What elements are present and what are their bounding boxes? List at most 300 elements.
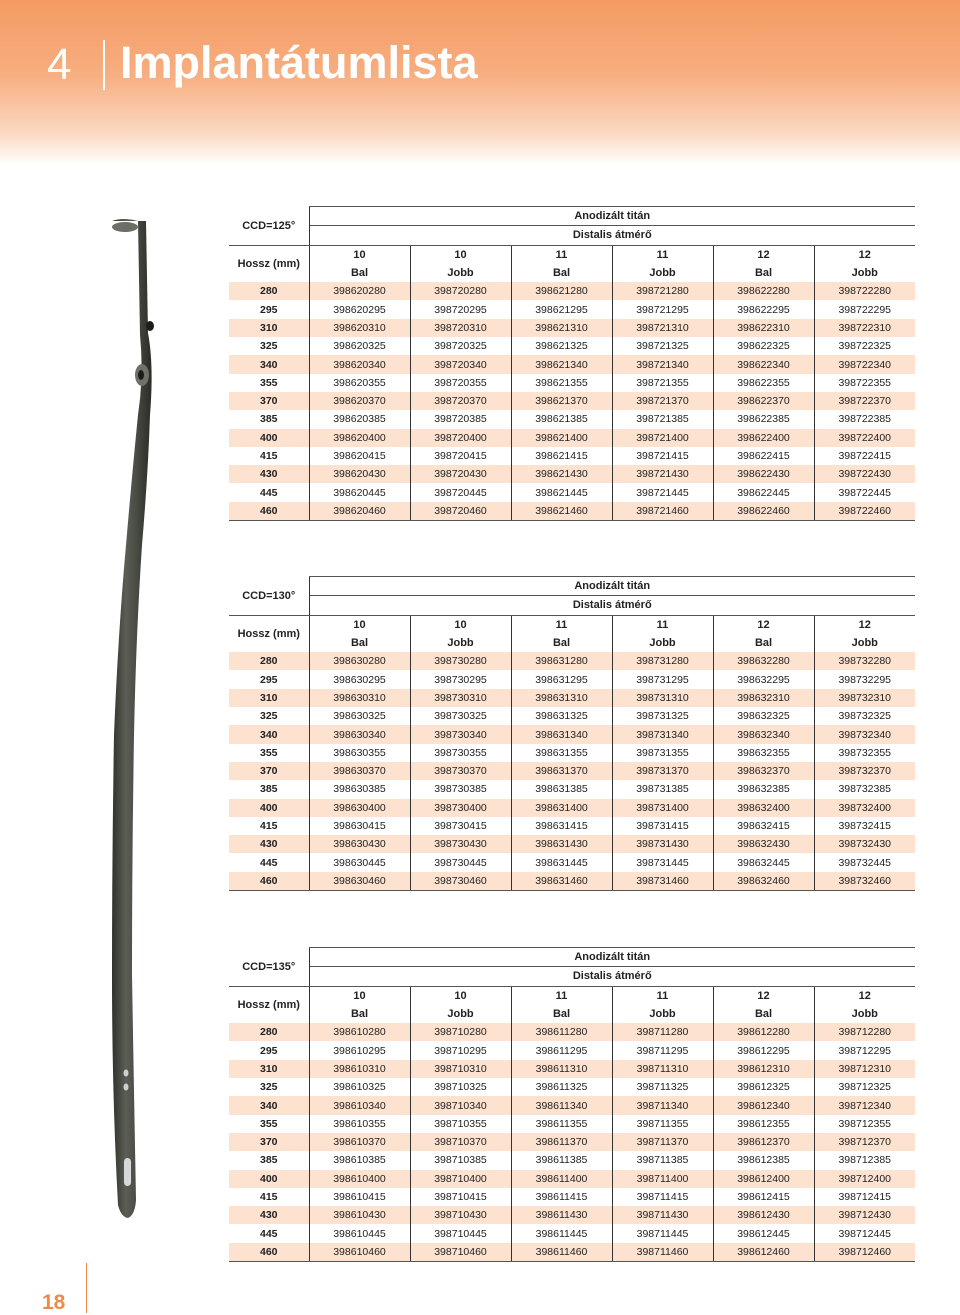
catalog-number: 398712430 bbox=[814, 1206, 915, 1224]
catalog-number: 398712370 bbox=[814, 1133, 915, 1151]
catalog-number: 398610370 bbox=[309, 1133, 410, 1151]
table-row bbox=[229, 652, 915, 670]
catalog-number: 398732460 bbox=[814, 872, 915, 891]
catalog-number: 398721370 bbox=[612, 392, 713, 410]
catalog-number: 398722280 bbox=[814, 282, 915, 300]
catalog-number: 398610310 bbox=[309, 1060, 410, 1078]
length-value: 400 bbox=[229, 1170, 309, 1188]
table-row bbox=[229, 853, 915, 871]
catalog-number: 398720400 bbox=[410, 429, 511, 447]
catalog-number: 398611310 bbox=[511, 1060, 612, 1078]
diameter-value: 11 bbox=[612, 986, 713, 1005]
catalog-number: 398622430 bbox=[713, 465, 814, 483]
catalog-number: 398630445 bbox=[309, 853, 410, 871]
table-row bbox=[229, 483, 915, 501]
catalog-number: 398721415 bbox=[612, 447, 713, 465]
length-value: 280 bbox=[229, 652, 309, 670]
side-label: Jobb bbox=[814, 1005, 915, 1023]
side-label: Jobb bbox=[612, 264, 713, 282]
length-value: 355 bbox=[259, 1117, 278, 1130]
catalog-number: 398731325 bbox=[612, 707, 713, 725]
catalog-number: 398711415 bbox=[612, 1188, 713, 1206]
table-row bbox=[229, 282, 915, 300]
catalog-number: 398622340 bbox=[713, 355, 814, 373]
diameter-value: 12 bbox=[814, 245, 915, 264]
length-value: 295 bbox=[259, 303, 278, 316]
side-label: Bal bbox=[511, 634, 612, 652]
side-label: Bal bbox=[713, 264, 814, 282]
catalog-number: 398730310 bbox=[410, 689, 511, 707]
catalog-number: 398711385 bbox=[612, 1151, 713, 1169]
catalog-number: 398621295 bbox=[511, 300, 612, 318]
catalog-number: 398720355 bbox=[410, 374, 511, 392]
catalog-number: 398621430 bbox=[511, 465, 612, 483]
length-value: 340 bbox=[229, 725, 309, 743]
catalog-number: 398620370 bbox=[309, 392, 410, 410]
table-row bbox=[229, 1115, 915, 1133]
catalog-number: 398631370 bbox=[511, 762, 612, 780]
catalog-number: 398622355 bbox=[713, 374, 814, 392]
catalog-number: 398710310 bbox=[410, 1060, 511, 1078]
catalog-number: 398722460 bbox=[814, 502, 915, 521]
length-value: 460 bbox=[229, 872, 309, 891]
catalog-number: 398612310 bbox=[713, 1060, 814, 1078]
side-label: Jobb bbox=[814, 634, 915, 652]
catalog-number: 398611385 bbox=[511, 1151, 612, 1169]
catalog-number: 398710445 bbox=[410, 1224, 511, 1242]
material-header: Anodizált titán bbox=[309, 577, 915, 596]
length-value: 430 bbox=[229, 465, 309, 483]
catalog-number: 398611400 bbox=[511, 1170, 612, 1188]
table-row bbox=[229, 447, 915, 465]
catalog-number: 398621370 bbox=[511, 392, 612, 410]
catalog-number: 398720445 bbox=[410, 483, 511, 501]
ccd-label: CCD=130° bbox=[229, 577, 309, 616]
catalog-number: 398710355 bbox=[410, 1115, 511, 1133]
table-row bbox=[229, 817, 915, 835]
length-value: 385 bbox=[259, 413, 278, 426]
length-header: Hossz (mm) bbox=[237, 627, 300, 640]
catalog-number: 398630325 bbox=[309, 707, 410, 725]
length-value: 355 bbox=[259, 746, 278, 759]
catalog-number: 398631280 bbox=[511, 652, 612, 670]
page-number: 18 bbox=[42, 1291, 66, 1314]
catalog-number: 398631355 bbox=[511, 744, 612, 762]
catalog-number: 398731430 bbox=[612, 835, 713, 853]
catalog-number: 398730325 bbox=[410, 707, 511, 725]
catalog-number: 398720460 bbox=[410, 502, 511, 521]
catalog-number: 398630400 bbox=[309, 799, 410, 817]
catalog-number: 398721385 bbox=[612, 410, 713, 428]
catalog-number: 398731460 bbox=[612, 872, 713, 891]
catalog-number: 398630370 bbox=[309, 762, 410, 780]
catalog-number: 398631400 bbox=[511, 799, 612, 817]
length-value: 310 bbox=[229, 1060, 309, 1078]
catalog-number: 398630355 bbox=[309, 744, 410, 762]
catalog-number: 398622400 bbox=[713, 429, 814, 447]
catalog-number: 398720325 bbox=[410, 337, 511, 355]
table-row bbox=[229, 374, 915, 392]
catalog-number: 398621400 bbox=[511, 429, 612, 447]
catalog-number: 398620295 bbox=[309, 300, 410, 318]
catalog-number: 398620460 bbox=[309, 502, 410, 521]
header-banner bbox=[0, 0, 960, 165]
catalog-number: 398720340 bbox=[410, 355, 511, 373]
catalog-number: 398632370 bbox=[713, 762, 814, 780]
catalog-number: 398610400 bbox=[309, 1170, 410, 1188]
catalog-number: 398732340 bbox=[814, 725, 915, 743]
catalog-number: 398620430 bbox=[309, 465, 410, 483]
length-value: 370 bbox=[229, 392, 309, 410]
catalog-number: 398711445 bbox=[612, 1224, 713, 1242]
length-value: 295 bbox=[259, 673, 278, 686]
length-value: 325 bbox=[259, 340, 278, 353]
catalog-number: 398632400 bbox=[713, 799, 814, 817]
catalog-number: 398630385 bbox=[309, 780, 410, 798]
table-row bbox=[229, 1096, 915, 1114]
catalog-number: 398722430 bbox=[814, 465, 915, 483]
diameter-value: 10 bbox=[309, 615, 410, 634]
catalog-number: 398630430 bbox=[309, 835, 410, 853]
diameter-value: 10 bbox=[309, 986, 410, 1005]
length-value: 280 bbox=[229, 282, 309, 300]
catalog-number: 398710280 bbox=[410, 1023, 511, 1041]
catalog-number: 398710385 bbox=[410, 1151, 511, 1169]
catalog-number: 398731445 bbox=[612, 853, 713, 871]
side-label: Jobb bbox=[612, 634, 713, 652]
catalog-number: 398620415 bbox=[309, 447, 410, 465]
catalog-number: 398620385 bbox=[309, 410, 410, 428]
catalog-number: 398731340 bbox=[612, 725, 713, 743]
catalog-number: 398612445 bbox=[713, 1224, 814, 1242]
catalog-number: 398710370 bbox=[410, 1133, 511, 1151]
catalog-number: 398721430 bbox=[612, 465, 713, 483]
side-label: Bal bbox=[713, 634, 814, 652]
catalog-number: 398721400 bbox=[612, 429, 713, 447]
catalog-number: 398620400 bbox=[309, 429, 410, 447]
catalog-number: 398630295 bbox=[309, 670, 410, 688]
catalog-number: 398731370 bbox=[612, 762, 713, 780]
length-value: 385 bbox=[259, 783, 278, 796]
side-label: Bal bbox=[309, 634, 410, 652]
catalog-number: 398730280 bbox=[410, 652, 511, 670]
length-value: 370 bbox=[229, 762, 309, 780]
implant-table-ccd130 bbox=[229, 576, 915, 891]
catalog-number: 398632355 bbox=[713, 744, 814, 762]
catalog-number: 398730445 bbox=[410, 853, 511, 871]
side-label: Bal bbox=[511, 264, 612, 282]
catalog-number: 398620325 bbox=[309, 337, 410, 355]
catalog-number: 398610355 bbox=[309, 1115, 410, 1133]
diameter-value: 11 bbox=[612, 245, 713, 264]
catalog-number: 398612340 bbox=[713, 1096, 814, 1114]
catalog-number: 398732310 bbox=[814, 689, 915, 707]
catalog-number: 398620310 bbox=[309, 319, 410, 337]
diameter-value: 12 bbox=[713, 245, 814, 264]
catalog-number: 398632445 bbox=[713, 853, 814, 871]
diameter-value: 12 bbox=[814, 986, 915, 1005]
length-value: 370 bbox=[229, 1133, 309, 1151]
table-row bbox=[229, 707, 915, 725]
catalog-number: 398722400 bbox=[814, 429, 915, 447]
catalog-number: 398612355 bbox=[713, 1115, 814, 1133]
catalog-number: 398711340 bbox=[612, 1096, 713, 1114]
catalog-number: 398611295 bbox=[511, 1041, 612, 1059]
catalog-number: 398632460 bbox=[713, 872, 814, 891]
table-row bbox=[229, 502, 915, 521]
title-divider bbox=[103, 40, 105, 90]
table-row bbox=[229, 1078, 915, 1096]
catalog-number: 398631310 bbox=[511, 689, 612, 707]
length-value: 385 bbox=[259, 1154, 278, 1167]
catalog-number: 398631460 bbox=[511, 872, 612, 891]
catalog-number: 398720415 bbox=[410, 447, 511, 465]
catalog-number: 398630460 bbox=[309, 872, 410, 891]
diameter-value: 11 bbox=[511, 986, 612, 1005]
catalog-number: 398631430 bbox=[511, 835, 612, 853]
catalog-number: 398711400 bbox=[612, 1170, 713, 1188]
catalog-number: 398721295 bbox=[612, 300, 713, 318]
catalog-number: 398621415 bbox=[511, 447, 612, 465]
table-row bbox=[229, 355, 915, 373]
length-header: Hossz (mm) bbox=[237, 257, 300, 270]
catalog-number: 398712445 bbox=[814, 1224, 915, 1242]
diameter-value: 11 bbox=[612, 615, 713, 634]
catalog-number: 398610415 bbox=[309, 1188, 410, 1206]
table-row bbox=[229, 689, 915, 707]
catalog-number: 398631325 bbox=[511, 707, 612, 725]
table-row bbox=[229, 780, 915, 798]
catalog-number: 398611355 bbox=[511, 1115, 612, 1133]
table-row bbox=[229, 300, 915, 318]
catalog-number: 398710325 bbox=[410, 1078, 511, 1096]
catalog-number: 398732370 bbox=[814, 762, 915, 780]
catalog-number: 398610445 bbox=[309, 1224, 410, 1242]
catalog-number: 398721325 bbox=[612, 337, 713, 355]
catalog-number: 398610325 bbox=[309, 1078, 410, 1096]
table-row bbox=[229, 835, 915, 853]
table-row bbox=[229, 1188, 915, 1206]
side-label: Bal bbox=[309, 1005, 410, 1023]
catalog-number: 398610340 bbox=[309, 1096, 410, 1114]
table-row bbox=[229, 799, 915, 817]
length-value: 355 bbox=[259, 376, 278, 389]
catalog-number: 398720310 bbox=[410, 319, 511, 337]
table-row bbox=[229, 429, 915, 447]
material-header: Anodizált titán bbox=[309, 948, 915, 967]
catalog-number: 398730355 bbox=[410, 744, 511, 762]
length-value: 340 bbox=[229, 355, 309, 373]
side-label: Bal bbox=[309, 264, 410, 282]
catalog-number: 398612430 bbox=[713, 1206, 814, 1224]
side-label: Bal bbox=[511, 1005, 612, 1023]
catalog-number: 398611280 bbox=[511, 1023, 612, 1041]
catalog-number: 398712415 bbox=[814, 1188, 915, 1206]
diameter-value: 10 bbox=[410, 615, 511, 634]
catalog-number: 398620355 bbox=[309, 374, 410, 392]
catalog-number: 398730415 bbox=[410, 817, 511, 835]
catalog-number: 398731280 bbox=[612, 652, 713, 670]
table-row bbox=[229, 392, 915, 410]
table-row bbox=[229, 1060, 915, 1078]
catalog-number: 398711460 bbox=[612, 1243, 713, 1262]
catalog-number: 398722295 bbox=[814, 300, 915, 318]
catalog-number: 398720295 bbox=[410, 300, 511, 318]
catalog-number: 398712400 bbox=[814, 1170, 915, 1188]
catalog-number: 398630280 bbox=[309, 652, 410, 670]
length-value: 430 bbox=[229, 1206, 309, 1224]
catalog-number: 398620445 bbox=[309, 483, 410, 501]
catalog-number: 398711370 bbox=[612, 1133, 713, 1151]
catalog-number: 398622325 bbox=[713, 337, 814, 355]
diameter-value: 10 bbox=[309, 245, 410, 264]
catalog-number: 398732385 bbox=[814, 780, 915, 798]
catalog-number: 398632310 bbox=[713, 689, 814, 707]
catalog-number: 398632430 bbox=[713, 835, 814, 853]
table-row bbox=[229, 670, 915, 688]
implant-table-ccd125 bbox=[229, 206, 915, 521]
catalog-number: 398611415 bbox=[511, 1188, 612, 1206]
side-label: Jobb bbox=[410, 264, 511, 282]
chapter-number: 4 bbox=[47, 40, 72, 89]
catalog-number: 398730370 bbox=[410, 762, 511, 780]
length-value: 415 bbox=[259, 820, 278, 832]
catalog-number: 398711430 bbox=[612, 1206, 713, 1224]
catalog-number: 398621445 bbox=[511, 483, 612, 501]
catalog-number: 398730385 bbox=[410, 780, 511, 798]
catalog-number: 398722385 bbox=[814, 410, 915, 428]
catalog-number: 398710415 bbox=[410, 1188, 511, 1206]
catalog-number: 398731415 bbox=[612, 817, 713, 835]
catalog-number: 398712385 bbox=[814, 1151, 915, 1169]
table-row bbox=[229, 1206, 915, 1224]
catalog-number: 398721460 bbox=[612, 502, 713, 521]
diameter-value: 11 bbox=[511, 245, 612, 264]
catalog-number: 398712340 bbox=[814, 1096, 915, 1114]
catalog-number: 398720430 bbox=[410, 465, 511, 483]
catalog-number: 398710430 bbox=[410, 1206, 511, 1224]
catalog-number: 398622280 bbox=[713, 282, 814, 300]
diameter-value: 12 bbox=[814, 615, 915, 634]
table-row bbox=[229, 744, 915, 762]
catalog-number: 398622310 bbox=[713, 319, 814, 337]
catalog-number: 398722325 bbox=[814, 337, 915, 355]
diameter-value: 11 bbox=[511, 615, 612, 634]
table-row bbox=[229, 725, 915, 743]
implant-table-ccd135 bbox=[229, 947, 915, 1262]
catalog-number: 398720280 bbox=[410, 282, 511, 300]
catalog-number: 398612325 bbox=[713, 1078, 814, 1096]
catalog-number: 398612370 bbox=[713, 1133, 814, 1151]
catalog-number: 398711355 bbox=[612, 1115, 713, 1133]
catalog-number: 398630310 bbox=[309, 689, 410, 707]
table-row bbox=[229, 762, 915, 780]
catalog-number: 398612460 bbox=[713, 1243, 814, 1262]
catalog-number: 398730400 bbox=[410, 799, 511, 817]
catalog-number: 398610460 bbox=[309, 1243, 410, 1262]
diameter-header: Distalis átmérő bbox=[309, 596, 915, 615]
catalog-number: 398611460 bbox=[511, 1243, 612, 1262]
side-label: Bal bbox=[713, 1005, 814, 1023]
table-row bbox=[229, 1224, 915, 1242]
catalog-number: 398731385 bbox=[612, 780, 713, 798]
table-row bbox=[229, 1023, 915, 1041]
catalog-number: 398711280 bbox=[612, 1023, 713, 1041]
catalog-number: 398632325 bbox=[713, 707, 814, 725]
catalog-number: 398611430 bbox=[511, 1206, 612, 1224]
catalog-number: 398610295 bbox=[309, 1041, 410, 1059]
length-value: 460 bbox=[229, 1243, 309, 1262]
catalog-number: 398731355 bbox=[612, 744, 713, 762]
catalog-number: 398720370 bbox=[410, 392, 511, 410]
catalog-number: 398632280 bbox=[713, 652, 814, 670]
catalog-number: 398622295 bbox=[713, 300, 814, 318]
catalog-number: 398622445 bbox=[713, 483, 814, 501]
length-value: 295 bbox=[259, 1044, 278, 1057]
catalog-number: 398721310 bbox=[612, 319, 713, 337]
catalog-number: 398632415 bbox=[713, 817, 814, 835]
length-value: 445 bbox=[259, 1227, 278, 1240]
table-row bbox=[229, 1151, 915, 1169]
catalog-number: 398632295 bbox=[713, 670, 814, 688]
diameter-value: 10 bbox=[410, 986, 511, 1005]
catalog-number: 398710340 bbox=[410, 1096, 511, 1114]
length-value: 400 bbox=[229, 429, 309, 447]
catalog-number: 398621460 bbox=[511, 502, 612, 521]
intramedullary-nail-image bbox=[100, 215, 170, 1225]
catalog-number: 398612295 bbox=[713, 1041, 814, 1059]
catalog-number: 398621280 bbox=[511, 282, 612, 300]
catalog-number: 398732355 bbox=[814, 744, 915, 762]
length-value: 340 bbox=[229, 1096, 309, 1114]
length-value: 460 bbox=[229, 502, 309, 521]
length-value: 310 bbox=[229, 319, 309, 337]
catalog-number: 398622370 bbox=[713, 392, 814, 410]
catalog-number: 398621355 bbox=[511, 374, 612, 392]
catalog-number: 398712355 bbox=[814, 1115, 915, 1133]
catalog-number: 398731295 bbox=[612, 670, 713, 688]
side-label: Jobb bbox=[410, 634, 511, 652]
catalog-number: 398730295 bbox=[410, 670, 511, 688]
catalog-number: 398622385 bbox=[713, 410, 814, 428]
catalog-number: 398631295 bbox=[511, 670, 612, 688]
catalog-number: 398730460 bbox=[410, 872, 511, 891]
diameter-value: 10 bbox=[410, 245, 511, 264]
length-value: 325 bbox=[259, 710, 278, 723]
catalog-number: 398620340 bbox=[309, 355, 410, 373]
catalog-number: 398731310 bbox=[612, 689, 713, 707]
catalog-number: 398612280 bbox=[713, 1023, 814, 1041]
length-value: 415 bbox=[259, 450, 278, 462]
catalog-number: 398630415 bbox=[309, 817, 410, 835]
catalog-number: 398720385 bbox=[410, 410, 511, 428]
catalog-number: 398722370 bbox=[814, 392, 915, 410]
table-row bbox=[229, 1170, 915, 1188]
catalog-number: 398721445 bbox=[612, 483, 713, 501]
catalog-number: 398610430 bbox=[309, 1206, 410, 1224]
diameter-value: 12 bbox=[713, 615, 814, 634]
length-header: Hossz (mm) bbox=[237, 998, 300, 1011]
catalog-number: 398722310 bbox=[814, 319, 915, 337]
table-row bbox=[229, 1133, 915, 1151]
catalog-number: 398611370 bbox=[511, 1133, 612, 1151]
catalog-number: 398611340 bbox=[511, 1096, 612, 1114]
catalog-number: 398730430 bbox=[410, 835, 511, 853]
length-value: 430 bbox=[229, 835, 309, 853]
table-row bbox=[229, 1041, 915, 1059]
catalog-number: 398732280 bbox=[814, 652, 915, 670]
catalog-number: 398632385 bbox=[713, 780, 814, 798]
